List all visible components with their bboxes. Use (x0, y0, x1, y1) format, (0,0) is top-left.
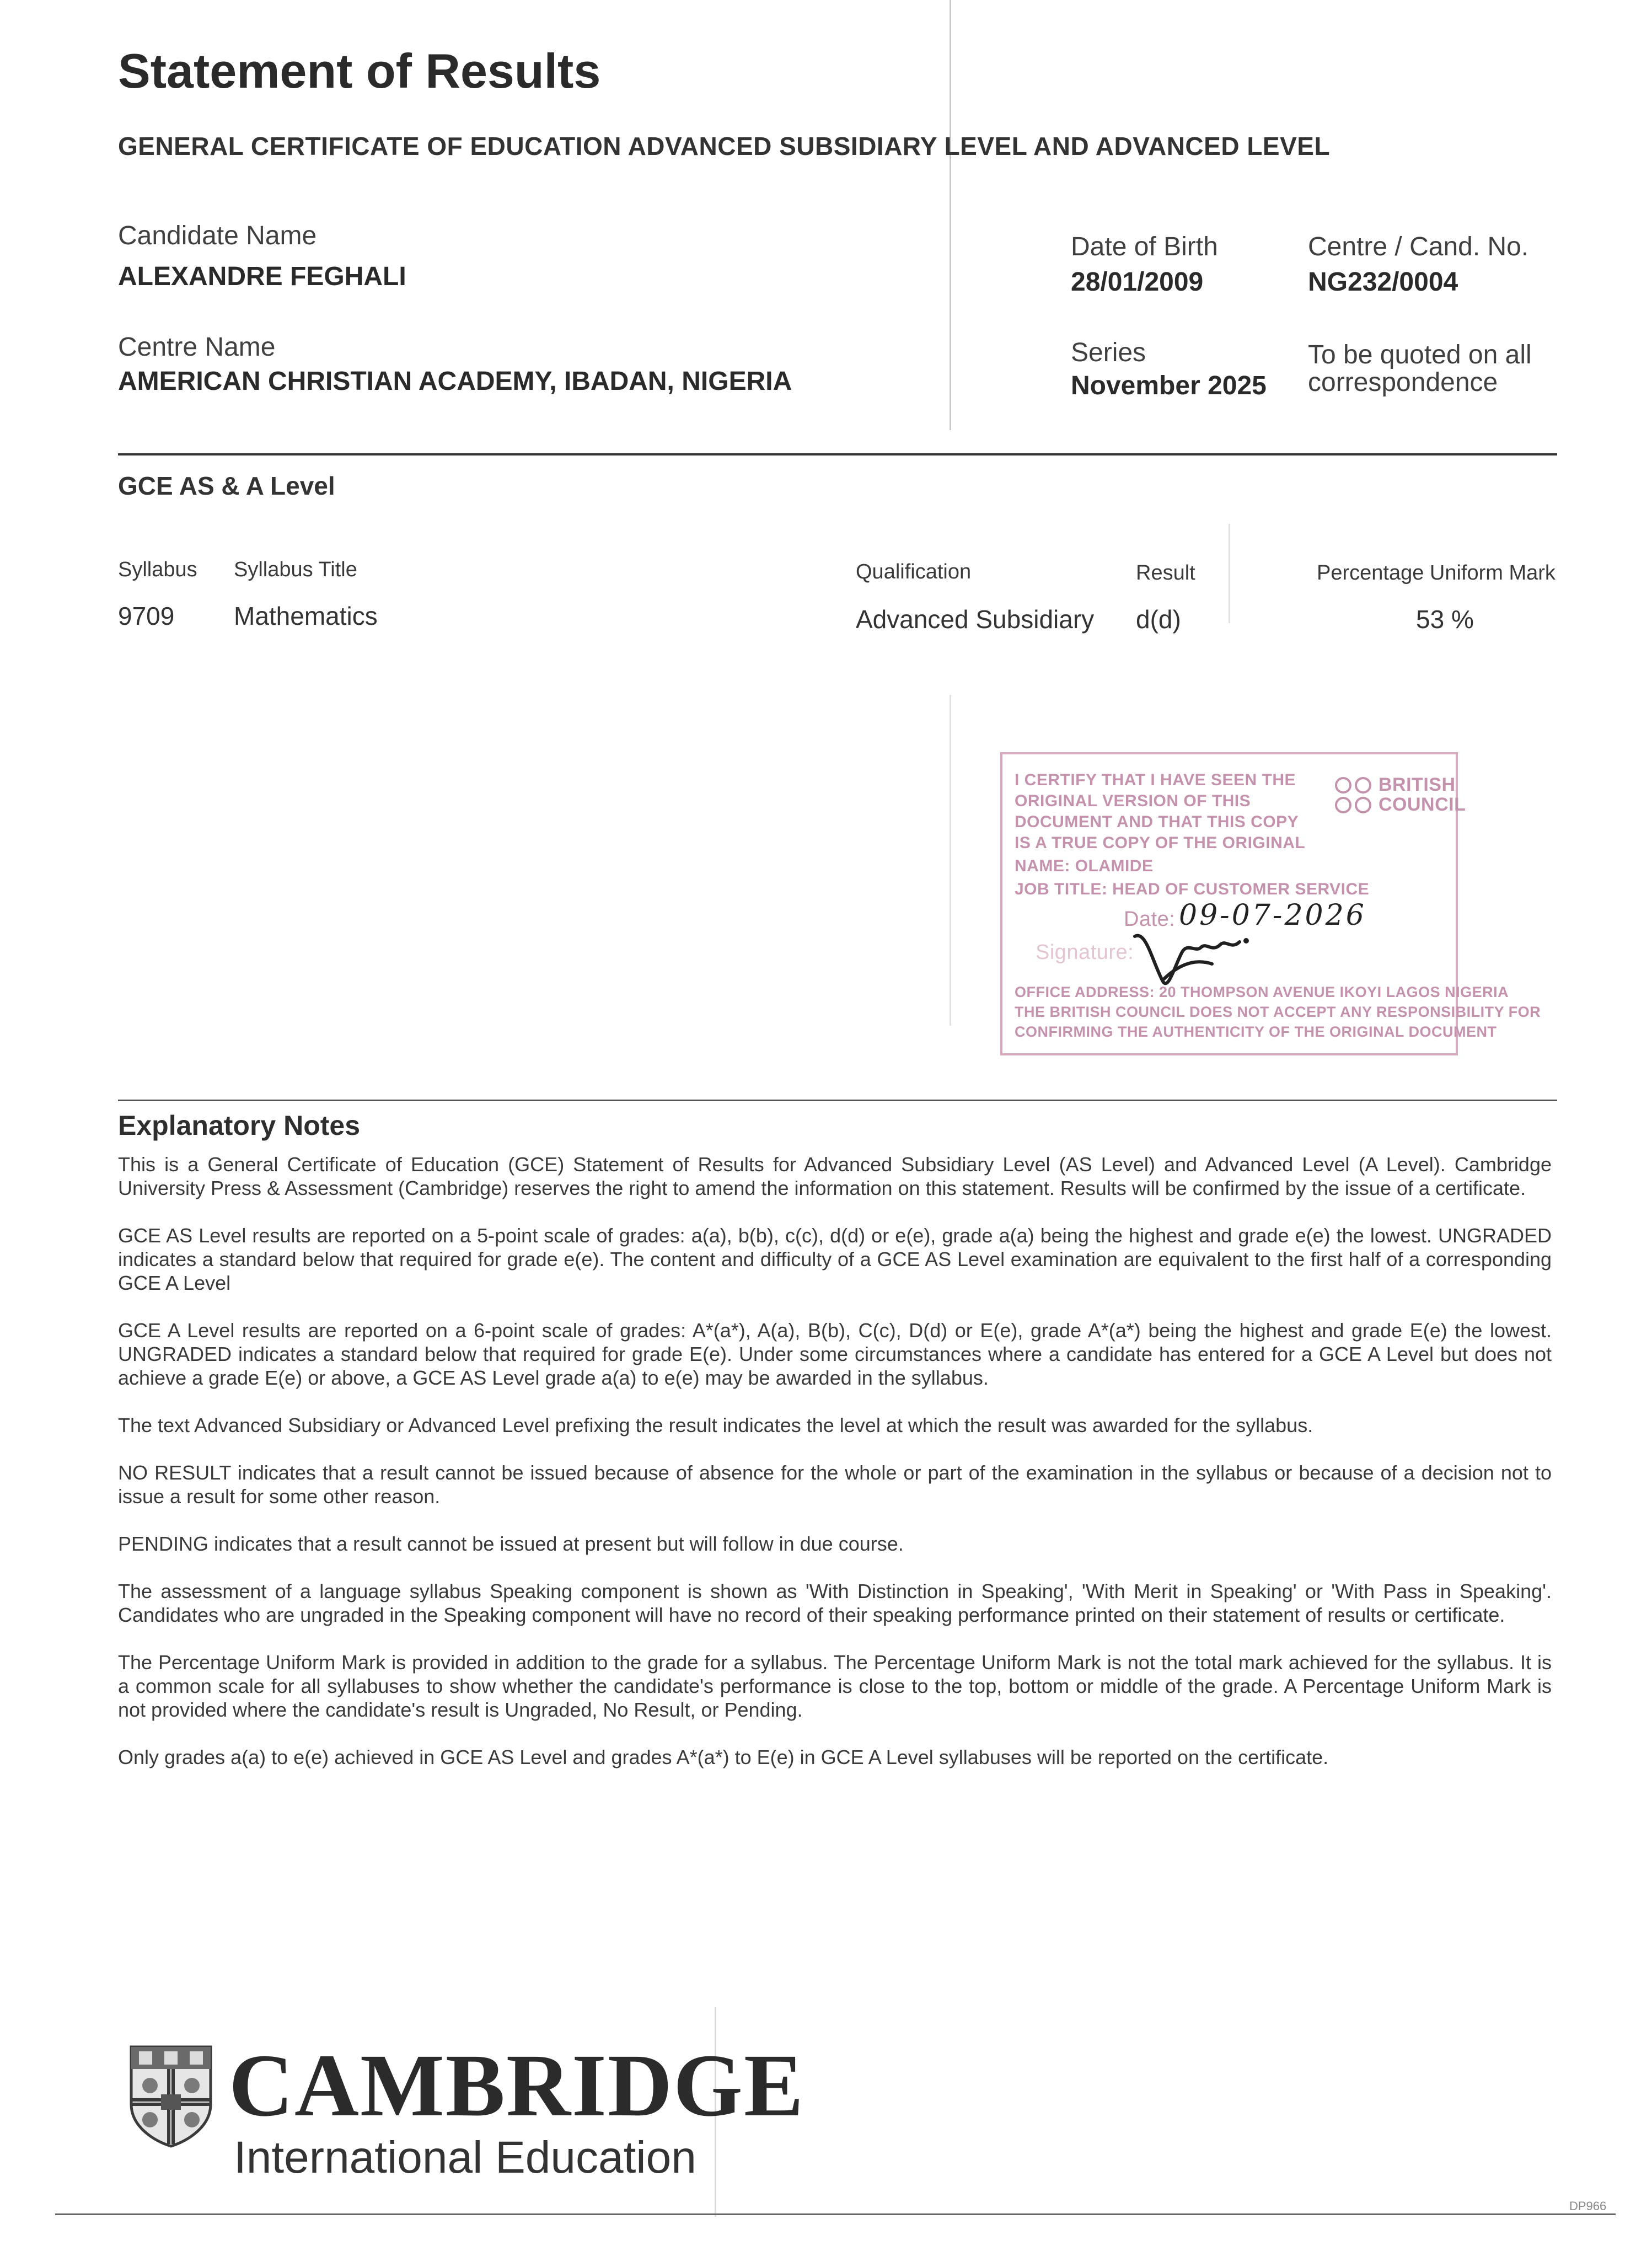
page-title: Statement of Results (118, 44, 601, 98)
col-header-pum: Percentage Uniform Mark (1317, 561, 1556, 585)
series-label: Series (1071, 338, 1146, 367)
stamp-line-1: I CERTIFY THAT I HAVE SEEN THE (1015, 771, 1296, 789)
note-paragraph: The Percentage Uniform Mark is provided in addition to the grade for a syllabus. The Percentage Uniform Mark is not the total mark achieved for the syllabus. It is a common scale for all syllabuses to show whether the candidate's performance is close to the top, bottom or middle of the grade. A Percentage Uniform Mark is not provided where the candidate's result is Ungraded, No Result, or Pending. (118, 1651, 1552, 1721)
dob-label: Date of Birth (1071, 232, 1218, 261)
candidate-name: ALEXANDRE FEGHALI (118, 262, 406, 291)
quote-note-line1: To be quoted on all (1308, 340, 1532, 369)
cambridge-crest-icon (128, 2044, 214, 2148)
divider (118, 453, 1557, 455)
note-paragraph: This is a General Certificate of Education (GCE) Statement of Results for Advanced Subsidiary Level (AS Level) and Advanced Level (A Level). Cambridge University Press & Assessment (Cambridge) reserves the right to amend the information on this statement. Results will be confirmed by the issue of a certificate. (118, 1153, 1552, 1199)
british-council-word-2: COUNCIL (1379, 794, 1466, 815)
note-paragraph: The text Advanced Subsidiary or Advanced Level prefixing the result indicates the level at which the result was awarded for the syllabus. (118, 1414, 1313, 1436)
scan-line (950, 695, 951, 1026)
row-syllabus-title: Mathematics (234, 602, 378, 630)
row-syllabus-code: 9709 (118, 602, 175, 630)
scan-line (1229, 524, 1230, 623)
centre-name: AMERICAN CHRISTIAN ACADEMY, IBADAN, NIGERIA (118, 367, 792, 396)
centre-cand-label: Centre / Cand. No. (1308, 232, 1529, 261)
stamp-signature-label: Signature: (1036, 941, 1134, 964)
series-value: November 2025 (1071, 371, 1267, 400)
row-result: d(d) (1136, 605, 1181, 634)
document-subtitle: GENERAL CERTIFICATE OF EDUCATION ADVANCED SUBSIDIARY LEVEL AND ADVANCED LEVEL (118, 132, 1331, 160)
stamp-line-6: JOB TITLE: HEAD OF CUSTOMER SERVICE (1015, 880, 1370, 898)
results-section-title: GCE AS & A Level (118, 471, 335, 500)
certification-stamp (1000, 752, 1541, 1055)
stamp-disclaimer-line-2: CONFIRMING THE AUTHENTICITY OF THE ORIGINAL DOCUMENT (1015, 1023, 1497, 1040)
col-header-qualification: Qualification (856, 560, 972, 583)
centre-cand-value: NG232/0004 (1308, 267, 1458, 297)
stamp-line-2: ORIGINAL VERSION OF THIS (1015, 792, 1251, 810)
notes-title: Explanatory Notes (118, 1110, 361, 1141)
col-header-result: Result (1136, 561, 1195, 585)
note-paragraph: NO RESULT indicates that a result cannot be issued because of absence for the whole or part of the examination in the syllabus or because of a decision not to issue a result for some other reason. (118, 1461, 1552, 1508)
stamp-date-label: Date: (1124, 908, 1176, 931)
cambridge-wordmark: CAMBRIDGE (229, 2036, 805, 2135)
stamp-address-line: OFFICE ADDRESS: 20 THOMPSON AVENUE IKOYI LAGOS NIGERIA (1015, 984, 1509, 1000)
footer-divider (55, 2213, 1616, 2215)
stamp-line-5: NAME: OLAMIDE (1015, 857, 1154, 875)
explanatory-notes (118, 1153, 1552, 1793)
british-council-logo (1333, 771, 1466, 821)
british-council-word-1: BRITISH (1379, 774, 1456, 795)
col-header-syllabus-title: Syllabus Title (234, 558, 357, 581)
stamp-disclaimer-line-1: THE BRITISH COUNCIL DOES NOT ACCEPT ANY RESPONSIBILITY FOR (1015, 1004, 1541, 1020)
note-paragraph: PENDING indicates that a result cannot be issued at present but will follow in due course. (118, 1532, 904, 1555)
row-qualification: Advanced Subsidiary (856, 605, 1095, 634)
form-code: DP966 (1569, 2199, 1607, 2213)
candidate-name-label: Candidate Name (118, 221, 317, 250)
note-paragraph: Only grades a(a) to e(e) achieved in GCE AS Level and grades A*(a*) to E(e) in GCE A Level syllabuses will be reported on the certificate. (118, 1746, 1329, 1768)
british-council-icon (1333, 775, 1374, 816)
note-paragraph: GCE AS Level results are reported on a 5-point scale of grades: a(a), b(b), c(c), d(d) or e(e), grade a(a) being the highest and grade e(e) the lowest. UNGRADED indicates a standard below that required for grade e(e). The content and difficulty of a GCE AS Level examination are equivalent to the first half of a corresponding GCE A Level (118, 1224, 1552, 1294)
stamp-line-4: IS A TRUE COPY OF THE ORIGINAL (1015, 834, 1306, 852)
row-pum: 53 % (1416, 605, 1474, 634)
col-header-syllabus: Syllabus (118, 558, 197, 581)
dob-value: 28/01/2009 (1071, 267, 1204, 297)
note-paragraph: The assessment of a language syllabus Speaking component is shown as 'With Distinction in Speaking', 'With Merit in Speaking' or 'With Pass in Speaking'. Candidates who are ungraded in the Speaking component will have no record of their speaking performance printed on their statement of results or certificate. (118, 1580, 1552, 1626)
scan-line (950, 0, 951, 430)
divider (118, 1100, 1557, 1101)
stamp-date-value: 09-07-2026 (1179, 899, 1366, 932)
centre-name-label: Centre Name (118, 333, 276, 362)
stamp-line-3: DOCUMENT AND THAT THIS COPY (1015, 813, 1299, 831)
quote-note-line2: correspondence (1308, 368, 1498, 397)
cambridge-subtitle: International Education (234, 2132, 696, 2183)
note-paragraph: GCE A Level results are reported on a 6-point scale of grades: A*(a*), A(a), B(b), C(c), D(d) or E(e), grade A*(a*) being the highest and grade E(e) the lowest. UNGRADED indicates a standard below that required for grade E(e). Under some circumstances where a candidate has entered for a GCE A Level but does not achieve a grade E(e) or above, a GCE AS Level grade a(a) to e(e) may be awarded in the syllabus. (118, 1319, 1552, 1389)
